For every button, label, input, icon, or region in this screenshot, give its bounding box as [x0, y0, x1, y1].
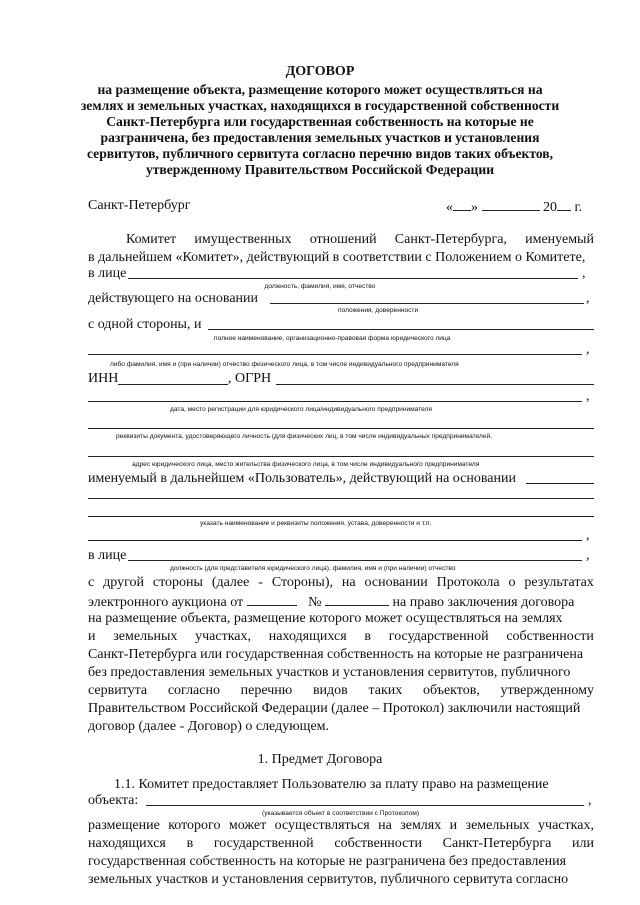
caption-org-name: полное наименование, организационно-правовая форма юридического лица — [214, 335, 451, 342]
identity-doc-line[interactable] — [88, 428, 594, 429]
object-line[interactable] — [146, 805, 584, 806]
caption-requisites: указать наименование и реквизиты положения, устава, доверенности и т.п. — [200, 520, 432, 527]
other-party-line-3: на размещение объекта, размещение которого может осуществляться на землях — [88, 611, 563, 626]
other-party-line-5: Санкт-Петербурга или государственная собственность на которые не разграничена — [88, 647, 584, 662]
year-prefix: 20 — [543, 200, 557, 215]
acting-basis-label: действующего на основании — [88, 291, 259, 306]
caption-basis: положения, доверенности — [338, 307, 419, 314]
caption-representative: должность (для представителя юридического лица), фамилия, имя и (при наличии) отчество — [170, 565, 456, 572]
comma: , — [586, 342, 590, 357]
protocol-number-blank[interactable] — [325, 593, 389, 606]
user-org-line[interactable] — [208, 329, 594, 330]
other-party-line-6: без предоставления земельных участков и установления сервитутов, публичного — [88, 665, 571, 680]
other-party-line-2: электронного аукциона от № на право заключения договора — [88, 595, 575, 610]
section-1-heading: 1. Предмет Договора — [257, 752, 383, 767]
document-title: ДОГОВОР — [285, 64, 355, 79]
comma: , — [586, 548, 590, 563]
intro-line-2: в дальнейшем «Комитет», действующий в соответствии с Положением о Комитете, — [88, 250, 586, 265]
user-representative-line[interactable] — [128, 560, 582, 561]
clause-1-1-line-2: размещение которого может осуществляться на землях и земельных участках, — [88, 818, 594, 833]
comma: , — [586, 291, 590, 306]
caption-object: (указывается объект в соответствии с Протоколом) — [262, 810, 420, 817]
subtitle-line: на размещение объекта, размещение которого может осуществляться на — [97, 82, 543, 97]
caption-identity-doc: реквизиты документа, удостоверяющего личность (для физических лиц, в том числе индивидуальных предпринимателей, — [116, 433, 493, 440]
first-party-label: с одной стороны, и — [88, 317, 202, 332]
auction-date-blank[interactable] — [247, 593, 297, 606]
clause-1-1-line-5: земельных участков и установления сервитутов, публичного сервитута согласно — [88, 872, 569, 887]
day-blank[interactable] — [453, 198, 471, 211]
subtitle-line: разграничена, без предоставления земельных участков и установления — [100, 130, 540, 145]
other-party-line-1: с другой стороны (далее - Стороны), на основании Протокола о результатах — [88, 575, 594, 590]
clause-1-1-line-4: государственная собственность на которые не разграничена без предоставления — [88, 854, 567, 869]
caption-individual: либо фамилия, имя и (при наличии) отчество физического лица, в том числе индивидуального предпринимателя — [110, 361, 459, 368]
comma: , — [586, 389, 590, 404]
ogrn-label: , ОГРН — [228, 371, 272, 386]
date-open-quote: « — [446, 200, 453, 215]
user-individual-line[interactable] — [88, 354, 582, 355]
named-user-label: именуемый в дальнейшем «Пользователь», действующий на основании — [88, 471, 516, 486]
intro-line-1: Комитет имущественных отношений Санкт-Петербурга, именуемый — [126, 232, 594, 247]
registration-line[interactable] — [88, 401, 582, 402]
caption-position: должность, фамилия, имя, отчество — [264, 283, 376, 290]
ogrn-line[interactable] — [276, 384, 594, 385]
date-close-quote: » — [471, 200, 478, 215]
comma: , — [588, 793, 592, 808]
contract-date — [446, 198, 582, 216]
year-blank[interactable] — [557, 198, 571, 211]
user-in-person-label: в лице — [88, 548, 127, 563]
other-party-line-4: и земельных участках, находящихся в государственной собственности — [88, 629, 594, 644]
in-person-label: в лице — [88, 266, 127, 281]
clause-1-1-line-1: 1.1. Комитет предоставляет Пользователю за плату право на размещение — [114, 777, 549, 792]
committee-representative-line[interactable] — [128, 278, 578, 279]
inn-label: ИНН — [88, 371, 119, 386]
comma: , — [586, 528, 590, 543]
month-blank[interactable] — [482, 198, 540, 211]
caption-address: адрес юридического лица, место жительства физического лица, в том числе индивидуального предпринимателя — [132, 461, 480, 468]
user-requisites-line[interactable] — [88, 498, 594, 499]
subtitle-line: сервитутов, публичного сервитута согласно перечню видов таких объектов, — [86, 146, 554, 161]
subtitle-line: утвержденному Правительством Российской Федерации — [145, 162, 495, 177]
address-line[interactable] — [88, 456, 594, 457]
inn-line[interactable] — [118, 384, 228, 385]
user-basis-line[interactable] — [526, 483, 594, 484]
committee-basis-line[interactable] — [270, 303, 584, 304]
subtitle-line: землях и земельных участках, находящихся в государственной собственности — [80, 98, 560, 113]
clause-1-1-line-3: находящихся в государственной собственности Санкт-Петербурга или — [88, 836, 594, 851]
other-party-line-9: договор (далее - Договор) о следующем. — [88, 719, 330, 734]
comma: , — [582, 266, 586, 281]
object-label: объекта: — [88, 793, 139, 808]
other-party-line-7: сервитута согласно перечню видов таких объектов, утвержденному — [88, 683, 594, 698]
user-requisites-line-3[interactable] — [88, 540, 582, 541]
subtitle-line: Санкт-Петербурга или государственная собственность на которые не — [106, 114, 534, 129]
user-requisites-line-2[interactable] — [88, 516, 594, 517]
contract-place: Санкт-Петербург — [88, 198, 191, 213]
caption-registration: дата, место регистрации для юридического лица/индивидуального предпринимателя — [170, 406, 433, 413]
other-party-line-8: Правительством Российской Федерации (далее – Протокол) заключили настоящий — [88, 701, 581, 716]
year-suffix: г. — [574, 200, 583, 215]
